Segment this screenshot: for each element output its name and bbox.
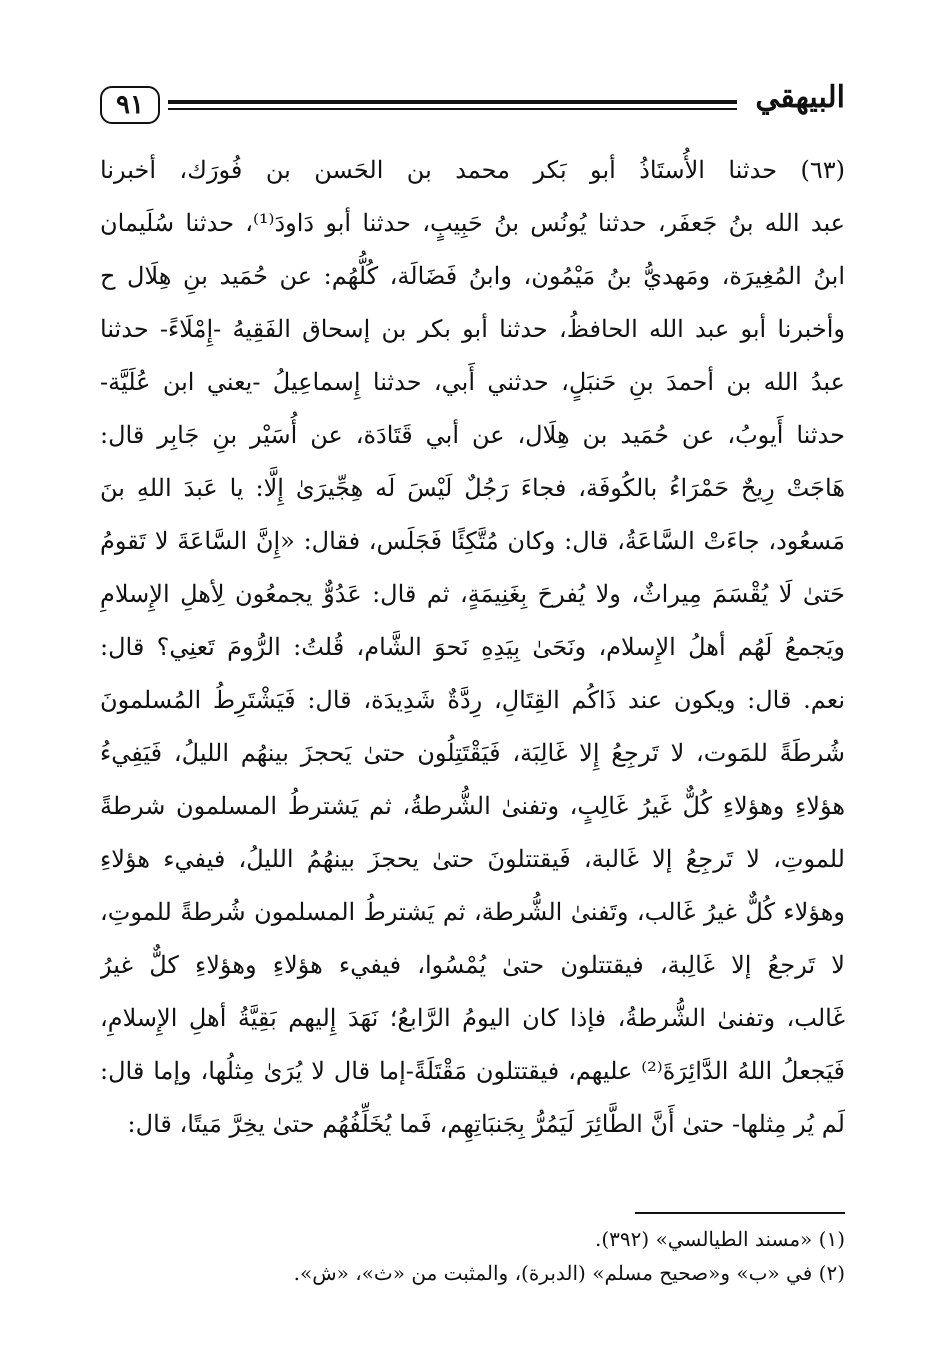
text-line: هؤلاءِ وهؤلاءِ كُلٌّ غَيرُ غَالِبٍ، وتفنىٰ الشُّرطةُ، ثم يَشترطُ المسلمون شرطةً xyxy=(100,792,845,820)
text-line: حَتىٰ لَا يُقْسَمَ مِيراثٌ، ولا يُفرحَ بِغَنِيمَةٍ، ثم قال: عَدُوٌّ يجمعُون لِأهلِ الإِسلامِ xyxy=(100,580,845,608)
text-line: نعم. قال: ويكون عند ذَاكُم القِتَالِ، رِدَّةٌ شَدِيدَة، قال: فَيَشْتَرِطُ المُسلمونَ xyxy=(100,686,845,714)
header-rule-thick xyxy=(168,100,737,104)
page-number: ٩١ xyxy=(100,86,160,124)
text-line: فَيَجعلُ اللهُ الدَّائِرَةَ⁽²⁾ عليهم، فيقتتلون مَقْتَلَةً-إما قال لا يُرَىٰ مِثلُها، وإما قال: xyxy=(100,1057,845,1085)
text-line: مَسعُود، جاءَتْ السَّاعَةُ، قال: وكان مُتَّكِئًا فَجَلَس، فقال: «إِنَّ السَّاعَةَ لا تَقومُ xyxy=(100,527,845,555)
text-line: حدثنا أَيوبُ، عن حُمَيد بن هِلَال، عن أبي قَتَادَة، عن أُسَيْر بنِ جَابِر قال: xyxy=(100,421,845,449)
text-line: لَم يُر مِثلها- حتىٰ أَنَّ الطَّائِرَ لَيَمُرُّ بِجَنبَاتِهِم، فَما يُخَلِّفُهُم حتىٰ يخِرَّ مَيتًا، قال: xyxy=(127,1110,845,1138)
text-line: وأخبرنا أبو عبد الله الحافظُ، حدثنا أبو بكر بن إسحاق الفَقِيهُ -إِمْلَاءً- حدثنا xyxy=(100,315,845,343)
footnotes xyxy=(100,1222,845,1290)
page-header xyxy=(100,78,845,134)
book-title: البيهقي xyxy=(755,80,845,115)
text-line: للموتِ، لا تَرجِعُ إلا غَالبة، فَيقتتلونَ حتىٰ يحجزَ بينهُمُ الليلُ، فيفيء هؤلاءِ xyxy=(100,845,845,873)
text-line: لا تَرجعُ إلا غَالِبة، فيقتتلون حتىٰ يُمْسُوا، فيفيء هؤلاءِ وهؤلاءِ كلٌّ غيرُ xyxy=(100,951,845,979)
text-line: عبدُ الله بن أحمدَ بنِ حَنبَلٍ، حدثني أَبي، حدثنا إِسماعِيلُ -يعني ابن عُلَيَّة- xyxy=(100,368,845,396)
text-line: وهؤلاء كُلٌّ غيرُ غَالب، وتَفنىٰ الشُّرطة، ثم يَشترطُ المسلمون شُرطةً للموتِ، xyxy=(100,898,845,926)
text-line: ويَجمعُ لَهُم أهلُ الإِسلام، ونَحَىٰ بِيَدِهِ نَحوَ الشَّام، قُلتُ: الرُّومَ تَعنِي؟ قال: xyxy=(100,633,845,661)
text-line: غَالب، وتفنىٰ الشُّرطةُ، فإذا كان اليومُ الرَّابعُ؛ نَهَدَ إِليهم بَقِيَّةُ أهلِ الإِسلامِ، xyxy=(100,1004,845,1032)
text-line: (٦٣) حدثنا الأُستَاذُ أبو بَكر محمد بن الحَسن بن فُورَك، أخبرنا xyxy=(100,156,845,184)
text-line: ابنُ المُغِيرَة، ومَهديُّ بنُ مَيْمُون، وابنُ فَضَالَة، كُلُّهُم: عن حُمَيد بنِ هِلَال ح xyxy=(100,262,845,290)
text-line: شُرطَةً للمَوت، لا تَرجِعُ إِلا غَالِبَة، فَيَقْتَتِلُون حتىٰ يَحجزَ بينهُم الليلُ، فَيَفِيءُ xyxy=(100,739,845,767)
footnote-1: (١) «مسند الطيالسي» (٣٩٢). xyxy=(595,1227,845,1251)
main-text xyxy=(100,144,845,1151)
header-rule-thin xyxy=(168,108,737,110)
footnote-separator xyxy=(635,1212,845,1214)
text-line: هَاجَتْ رِيحٌ حَمْرَاءُ بالكُوفَة، فجاءَ رَجُلٌ لَيْسَ لَه هِجِّيرَىٰ إِلَّا: يا عَبدَ اللهِ بنَ xyxy=(100,474,845,502)
text-line: عبد الله بنُ جَعفَر، حدثنا يُونُس بنُ حَبِيبٍ، حدثنا أبو دَاودَ⁽¹⁾، حدثنا سُلَيمان xyxy=(100,209,845,237)
footnote-2: (٢) في «ب» و«صحيح مسلم» (الدبرة)، والمثبت من «ث»، «ش». xyxy=(293,1261,845,1285)
